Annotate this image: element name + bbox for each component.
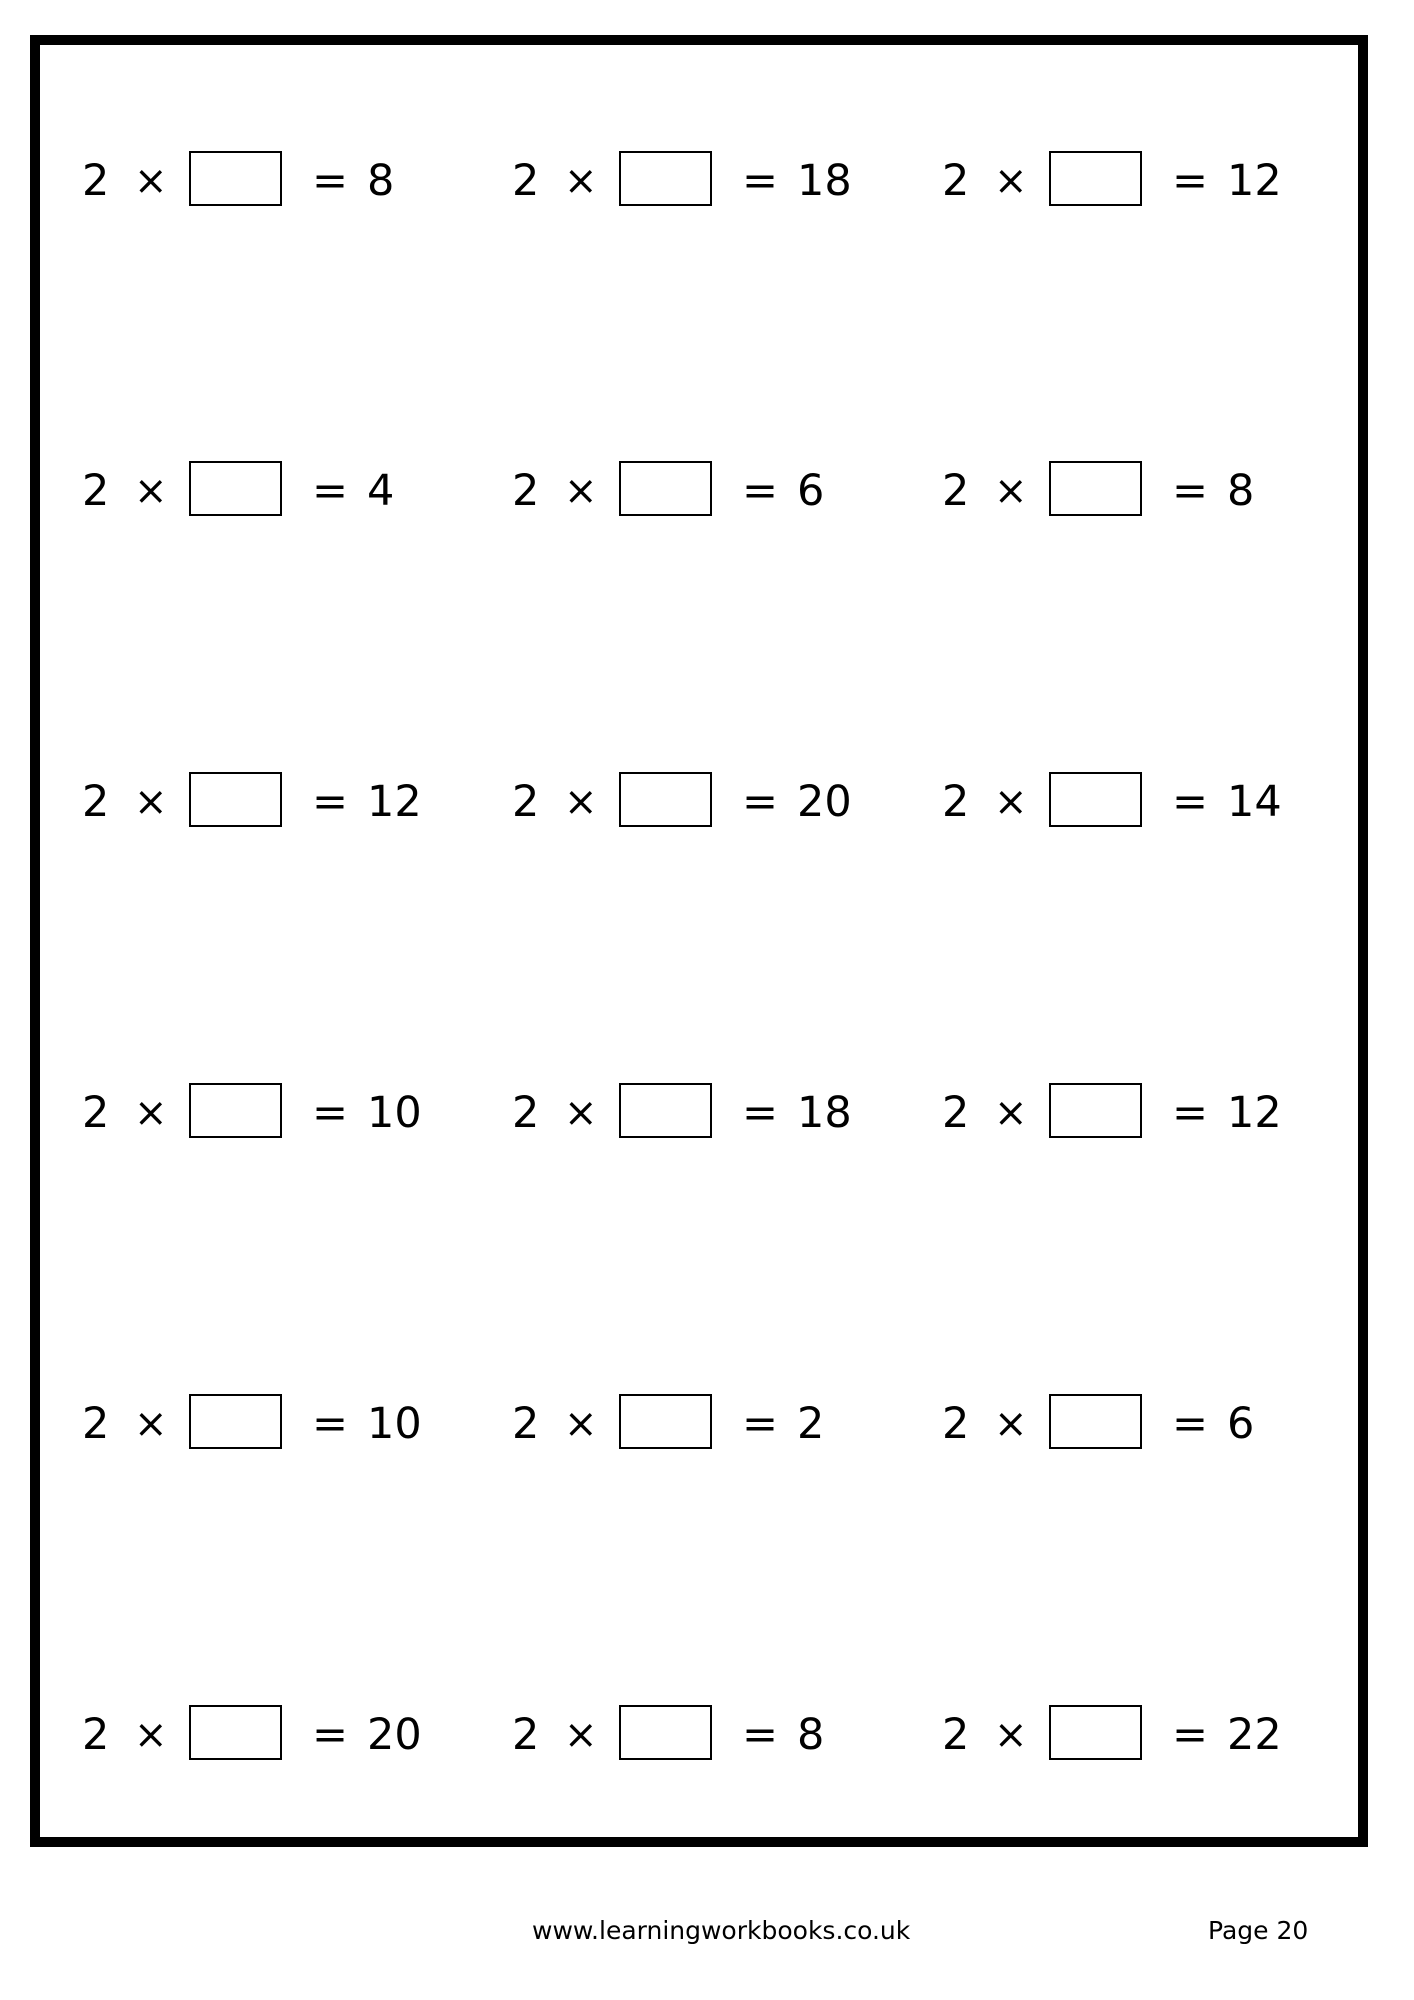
- multiplicand: 2: [942, 1399, 970, 1449]
- product: 22: [1227, 1710, 1282, 1760]
- times-sign: ×: [994, 468, 1028, 514]
- equals-sign: =: [312, 1710, 349, 1760]
- problem-4: [82, 461, 492, 521]
- times-sign: ×: [564, 158, 598, 204]
- times-sign: ×: [564, 1090, 598, 1136]
- problem-9: [942, 772, 1352, 832]
- multiplicand: 2: [82, 1399, 110, 1449]
- problem-12: [942, 1083, 1352, 1143]
- multiplicand: 2: [512, 777, 540, 827]
- equals-sign: =: [1172, 1088, 1209, 1138]
- answer-box[interactable]: [619, 151, 712, 206]
- problem-16: [82, 1705, 492, 1765]
- equals-sign: =: [312, 777, 349, 827]
- problem-3: [942, 151, 1352, 211]
- product: 8: [1227, 466, 1255, 516]
- equals-sign: =: [312, 1088, 349, 1138]
- problem-13: [82, 1394, 492, 1454]
- problem-11: [512, 1083, 922, 1143]
- answer-box[interactable]: [1049, 151, 1142, 206]
- problem-2: [512, 151, 922, 211]
- problem-8: [512, 772, 922, 832]
- product: 14: [1227, 777, 1282, 827]
- answer-box[interactable]: [189, 1705, 282, 1760]
- multiplicand: 2: [942, 777, 970, 827]
- equals-sign: =: [742, 466, 779, 516]
- product: 6: [1227, 1399, 1255, 1449]
- times-sign: ×: [564, 1712, 598, 1758]
- equals-sign: =: [742, 777, 779, 827]
- product: 18: [797, 156, 852, 206]
- problem-18: [942, 1705, 1352, 1765]
- answer-box[interactable]: [619, 1705, 712, 1760]
- product: 6: [797, 466, 825, 516]
- multiplicand: 2: [942, 1088, 970, 1138]
- product: 12: [1227, 1088, 1282, 1138]
- problem-17: [512, 1705, 922, 1765]
- times-sign: ×: [994, 779, 1028, 825]
- answer-box[interactable]: [619, 772, 712, 827]
- multiplicand: 2: [512, 156, 540, 206]
- equals-sign: =: [1172, 156, 1209, 206]
- product: 2: [797, 1399, 825, 1449]
- answer-box[interactable]: [189, 1394, 282, 1449]
- answer-box[interactable]: [1049, 461, 1142, 516]
- answer-box[interactable]: [1049, 772, 1142, 827]
- multiplicand: 2: [82, 1088, 110, 1138]
- times-sign: ×: [564, 1401, 598, 1447]
- equals-sign: =: [1172, 1399, 1209, 1449]
- equals-sign: =: [742, 1399, 779, 1449]
- multiplicand: 2: [82, 1710, 110, 1760]
- equals-sign: =: [742, 1088, 779, 1138]
- product: 18: [797, 1088, 852, 1138]
- equals-sign: =: [1172, 777, 1209, 827]
- problem-1: [82, 151, 492, 211]
- answer-box[interactable]: [1049, 1394, 1142, 1449]
- times-sign: ×: [994, 158, 1028, 204]
- times-sign: ×: [134, 1090, 168, 1136]
- equals-sign: =: [742, 1710, 779, 1760]
- product: 10: [367, 1399, 422, 1449]
- times-sign: ×: [994, 1401, 1028, 1447]
- multiplicand: 2: [82, 466, 110, 516]
- answer-box[interactable]: [619, 1394, 712, 1449]
- answer-box[interactable]: [619, 461, 712, 516]
- times-sign: ×: [134, 1401, 168, 1447]
- times-sign: ×: [994, 1712, 1028, 1758]
- answer-box[interactable]: [189, 1083, 282, 1138]
- times-sign: ×: [564, 468, 598, 514]
- equals-sign: =: [312, 466, 349, 516]
- answer-box[interactable]: [1049, 1705, 1142, 1760]
- page-number: Page 20: [1208, 1916, 1309, 1945]
- multiplicand: 2: [82, 156, 110, 206]
- equals-sign: =: [312, 156, 349, 206]
- equals-sign: =: [1172, 466, 1209, 516]
- multiplicand: 2: [942, 1710, 970, 1760]
- answer-box[interactable]: [1049, 1083, 1142, 1138]
- product: 8: [367, 156, 395, 206]
- multiplicand: 2: [942, 466, 970, 516]
- multiplicand: 2: [512, 1399, 540, 1449]
- worksheet-border: [30, 35, 1368, 1847]
- times-sign: ×: [134, 1712, 168, 1758]
- multiplicand: 2: [942, 156, 970, 206]
- product: 20: [797, 777, 852, 827]
- product: 20: [367, 1710, 422, 1760]
- problem-10: [82, 1083, 492, 1143]
- problem-7: [82, 772, 492, 832]
- equals-sign: =: [1172, 1710, 1209, 1760]
- problem-15: [942, 1394, 1352, 1454]
- times-sign: ×: [134, 468, 168, 514]
- problem-5: [512, 461, 922, 521]
- product: 10: [367, 1088, 422, 1138]
- times-sign: ×: [134, 158, 168, 204]
- answer-box[interactable]: [189, 461, 282, 516]
- equals-sign: =: [742, 156, 779, 206]
- multiplicand: 2: [512, 1710, 540, 1760]
- multiplicand: 2: [512, 466, 540, 516]
- times-sign: ×: [134, 779, 168, 825]
- answer-box[interactable]: [619, 1083, 712, 1138]
- product: 12: [1227, 156, 1282, 206]
- multiplicand: 2: [82, 777, 110, 827]
- times-sign: ×: [564, 779, 598, 825]
- answer-box[interactable]: [189, 772, 282, 827]
- product: 8: [797, 1710, 825, 1760]
- product: 4: [367, 466, 395, 516]
- footer-website: www.learningworkbooks.co.uk: [532, 1916, 911, 1945]
- problem-14: [512, 1394, 922, 1454]
- answer-box[interactable]: [189, 151, 282, 206]
- times-sign: ×: [994, 1090, 1028, 1136]
- product: 12: [367, 777, 422, 827]
- problem-6: [942, 461, 1352, 521]
- multiplicand: 2: [512, 1088, 540, 1138]
- equals-sign: =: [312, 1399, 349, 1449]
